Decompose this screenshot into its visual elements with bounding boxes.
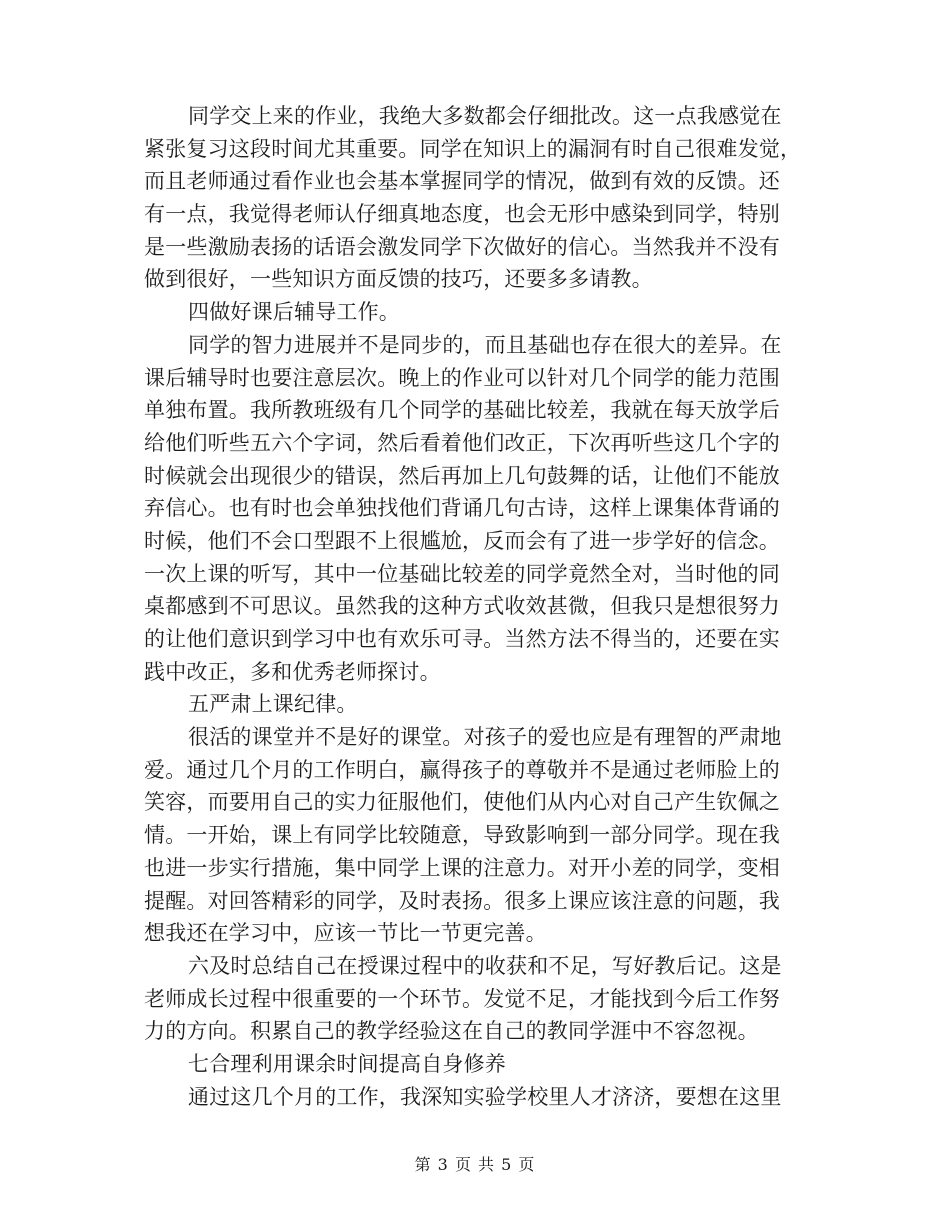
text-line: 五严肃上课纪律。 [188, 692, 358, 717]
text-line: 也进一步实行措施，集中同学上课的注意力。对开小差的同学，变相 [144, 855, 780, 880]
text-line: 情。一开始，课上有同学比较随意，导致影响到一部分同学。现在我 [144, 823, 780, 848]
text-line: 想我还在学习中，应该一节比一节更完善。 [144, 921, 547, 946]
text-line: 很活的课堂并不是好的课堂。对孩子的爱也应是有理智的严肃地 [188, 725, 782, 750]
text-line: 通过这几个月的工作，我深知实验学校里人才济济，要想在这里 [188, 1084, 782, 1109]
text-line: 有一点，我觉得老师认仔细真地态度，也会无形中感染到同学，特别 [144, 202, 780, 227]
text-line: 力的方向。积累自己的教学经验这在自己的教同学涯中不容忽视。 [144, 1019, 759, 1044]
text-line: 弃信心。也有时也会单独找他们背诵几句古诗，这样上课集体背诵的 [144, 496, 780, 521]
text-line: 四做好课后辅导工作。 [188, 300, 400, 325]
text-line: 而且老师通过看作业也会基本掌握同学的情况，做到有效的反馈。还 [144, 169, 780, 194]
text-line: 七合理利用课余时间提高自身修养 [188, 1051, 506, 1076]
text-line: 是一些激励表扬的话语会激发同学下次做好的信心。当然我并不没有 [144, 234, 780, 259]
text-line: 一次上课的听写，其中一位基础比较差的同学竟然全对，当时他的同 [144, 561, 780, 586]
text-line: 桌都感到不可思议。虽然我的这种方式收效甚微，但我只是想很努力 [144, 594, 780, 619]
text-line: 给他们听些五六个字词，然后看着他们改正，下次再听些这几个字的 [144, 430, 780, 455]
page-footer: 第 3 页 共 5 页 [414, 1155, 536, 1174]
text-line: 时候就会出现很少的错误，然后再加上几句鼓舞的话，让他们不能放 [144, 463, 780, 488]
text-line: 同学的智力进展并不是同步的，而且基础也存在很大的差异。在 [188, 332, 782, 357]
text-line: 做到很好，一些知识方面反馈的技巧，还要多多请教。 [144, 267, 653, 292]
document-body [144, 100, 804, 1113]
text-line: 爱。通过几个月的工作明白，赢得孩子的尊敬并不是通过老师脸上的 [144, 757, 780, 782]
text-line: 的让他们意识到学习中也有欢乐可寻。当然方法不得当的，还要在实 [144, 627, 780, 651]
text-line: 课后辅导时也要注意层次。晚上的作业可以针对几个同学的能力范围 [144, 365, 780, 390]
text-line: 时候，他们不会口型跟不上很尴尬，反而会有了进一步学好的信念。 [144, 528, 780, 553]
text-line: 六及时总结自己在授课过程中的收获和不足，写好教后记。这是 [188, 953, 782, 978]
text-line: 提醒。对回答精彩的同学，及时表扬。很多上课应该注意的问题，我 [144, 888, 780, 913]
text-line: 单独布置。我所教班级有几个同学的基础比较差，我就在每天放学后 [144, 398, 780, 423]
text-line: 同学交上来的作业，我绝大多数都会仔细批改。这一点我感觉在 [188, 104, 782, 128]
text-line: 紧张复习这段时间尤其重要。同学在知识上的漏洞有时自己很难发觉， [144, 136, 802, 161]
text-line: 践中改正，多和优秀老师探讨。 [144, 659, 441, 684]
text-line: 老师成长过程中很重要的一个环节。发觉不足，才能找到今后工作努 [144, 986, 780, 1011]
text-line: 笑容，而要用自己的实力征服他们，使他们从内心对自己产生钦佩之 [144, 790, 780, 815]
